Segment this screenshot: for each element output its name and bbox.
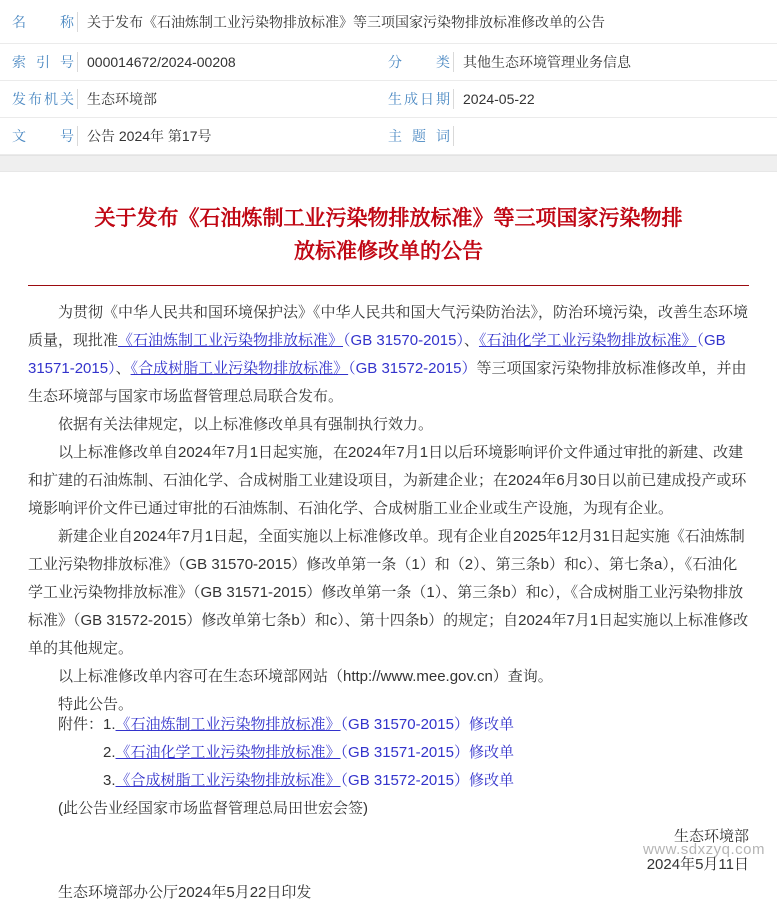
paragraph-hereby-announce: 特此公告。 xyxy=(58,696,134,713)
standard-link[interactable]: （GB 31570-2015） xyxy=(343,332,464,349)
title-red-rule xyxy=(28,285,749,286)
meta-divider xyxy=(77,12,78,32)
text-segment: 、 xyxy=(463,332,479,349)
standard-link[interactable]: （GB 31572-2015） xyxy=(348,360,477,377)
meta-row-issuer-date xyxy=(0,81,777,118)
standard-link[interactable]: （GB 31572-2015）修改单 xyxy=(340,772,514,789)
print-footer: 生态环境部办公厅2024年5月22日印发 xyxy=(58,884,312,901)
meta-label-gen-date: 生成日期 xyxy=(388,91,450,107)
meta-value-doc-no: 公告 2024年 第17号 xyxy=(87,128,212,144)
meta-value-gen-date: 2024-05-22 xyxy=(463,91,535,107)
section-separator-band xyxy=(0,155,777,172)
meta-divider xyxy=(453,126,454,146)
site-watermark: www.sdxzyq.com xyxy=(642,841,765,858)
meta-row-index-category xyxy=(0,44,777,81)
paragraph-enterprise-rules: 新建企业自2024年7月1日起，全面实施以上标准修改单。现有企业自2025年12月31日起实施《石油炼制工业污染物排放标准》（GB 31570-2015）修改单第一条（1）和（2）、第三条b）和c）、第七条a），《石油化学工业污染物排放标准》（GB 31571-2015）修改单第一条（1）、第三条b）和c），《合成树脂工业污染物排放标准》（GB 31572-2015）修改单第七条b）和c）、第十四条b）的规定；自2024年7月1日起实施以上标准修改单的其他规定。 xyxy=(28,528,749,657)
standard-link[interactable]: （GB 31570-2015）修改单 xyxy=(340,716,514,733)
meta-value-category: 其他生态环境管理业务信息 xyxy=(463,54,631,70)
meta-label-index-no: 索引号 xyxy=(12,54,74,70)
signature-issuer: 生态环境部 xyxy=(673,828,749,845)
meta-label-subject: 主题词 xyxy=(388,128,450,144)
document-meta-table xyxy=(0,0,777,155)
announcement-document xyxy=(0,172,777,907)
standard-link[interactable]: 《石油炼制工业污染物排放标准》 xyxy=(115,716,341,733)
text-segment: 附件：1. xyxy=(58,716,116,733)
text-segment: 为贯彻《中华人民共和国环境保护法》《中华人民共和国大气污染防治法》，防治环境污染，改善生态环境质量，现批准 xyxy=(28,304,749,349)
meta-label-category: 分类 xyxy=(388,54,450,70)
meta-value-index-no: 000014672/2024-00208 xyxy=(87,54,236,70)
meta-divider xyxy=(453,89,454,109)
document-title-line2: 放标准修改单的公告 xyxy=(294,240,483,263)
text-segment: 、 xyxy=(115,360,131,377)
standard-link[interactable]: 《石油化学工业污染物排放标准》 xyxy=(115,744,341,761)
meta-divider xyxy=(77,89,78,109)
meta-divider xyxy=(453,52,454,72)
meta-divider xyxy=(77,52,78,72)
text-segment: 等三项国家污染物排放标准修改单，并由生态环境部与国家市场监督管理总局联合发布。 xyxy=(28,360,747,405)
document-title-line1: 关于发布《石油炼制工业污染物排放标准》等三项国家污染物排 xyxy=(94,207,683,230)
meta-row-docno-subject xyxy=(0,118,777,155)
paragraph-approval xyxy=(28,299,749,411)
meta-divider xyxy=(77,126,78,146)
paragraph-implementation-dates: 以上标准修改单自2024年7月1日起实施，在2024年7月1日以后环境影响评价文件通过审批的新建、改建和扩建的石油炼制、石油化学、合成树脂工业建设项目，为新建企业；在2024年6月30日以前已建成投产或环境影响评价文件已通过审批的石油炼制、石油化学、合成树脂工业企业或生产设施，为现有企业。 xyxy=(28,444,747,517)
document-body xyxy=(28,299,749,907)
standard-link[interactable]: 《合成树脂工业污染物排放标准》 xyxy=(130,360,349,377)
meta-value-name: 关于发布《石油炼制工业污染物排放标准》等三项国家污染物排放标准修改单的公告 xyxy=(87,13,605,30)
document-title xyxy=(28,202,749,268)
standard-link[interactable]: （GB 31571-2015）修改单 xyxy=(340,744,514,761)
text-segment: 2. xyxy=(103,744,116,761)
meta-label-doc-no: 文号 xyxy=(12,128,74,144)
attachment-item-2 xyxy=(28,739,749,767)
meta-label-name: 名称 xyxy=(12,13,74,30)
paragraph-legal-effect: 依据有关法律规定，以上标准修改单具有强制执行效力。 xyxy=(58,416,434,433)
attachment-list xyxy=(28,711,749,795)
attachment-item-3 xyxy=(28,767,749,795)
standard-link[interactable]: （GB 31571-2015） xyxy=(28,332,726,377)
text-segment: 3. xyxy=(103,772,116,789)
standard-link[interactable]: 《合成树脂工业污染物排放标准》 xyxy=(115,772,341,789)
signature-date: 2024年5月11日 xyxy=(646,856,749,873)
meta-row-name xyxy=(0,0,777,44)
paragraph-countersign-note: (此公告业经国家市场监督管理总局田世宏会签) xyxy=(58,800,368,817)
meta-value-issuer: 生态环境部 xyxy=(87,91,157,107)
standard-link[interactable]: 《石油炼制工业污染物排放标准》 xyxy=(118,332,344,349)
paragraph-website-query: 以上标准修改单内容可在生态环境部网站（http://www.mee.gov.cn）查询。 xyxy=(58,668,553,685)
attachment-item-1 xyxy=(28,711,749,739)
standard-link[interactable]: 《石油化学工业污染物排放标准》 xyxy=(478,332,697,349)
meta-label-issuer: 发布机关 xyxy=(12,91,74,107)
